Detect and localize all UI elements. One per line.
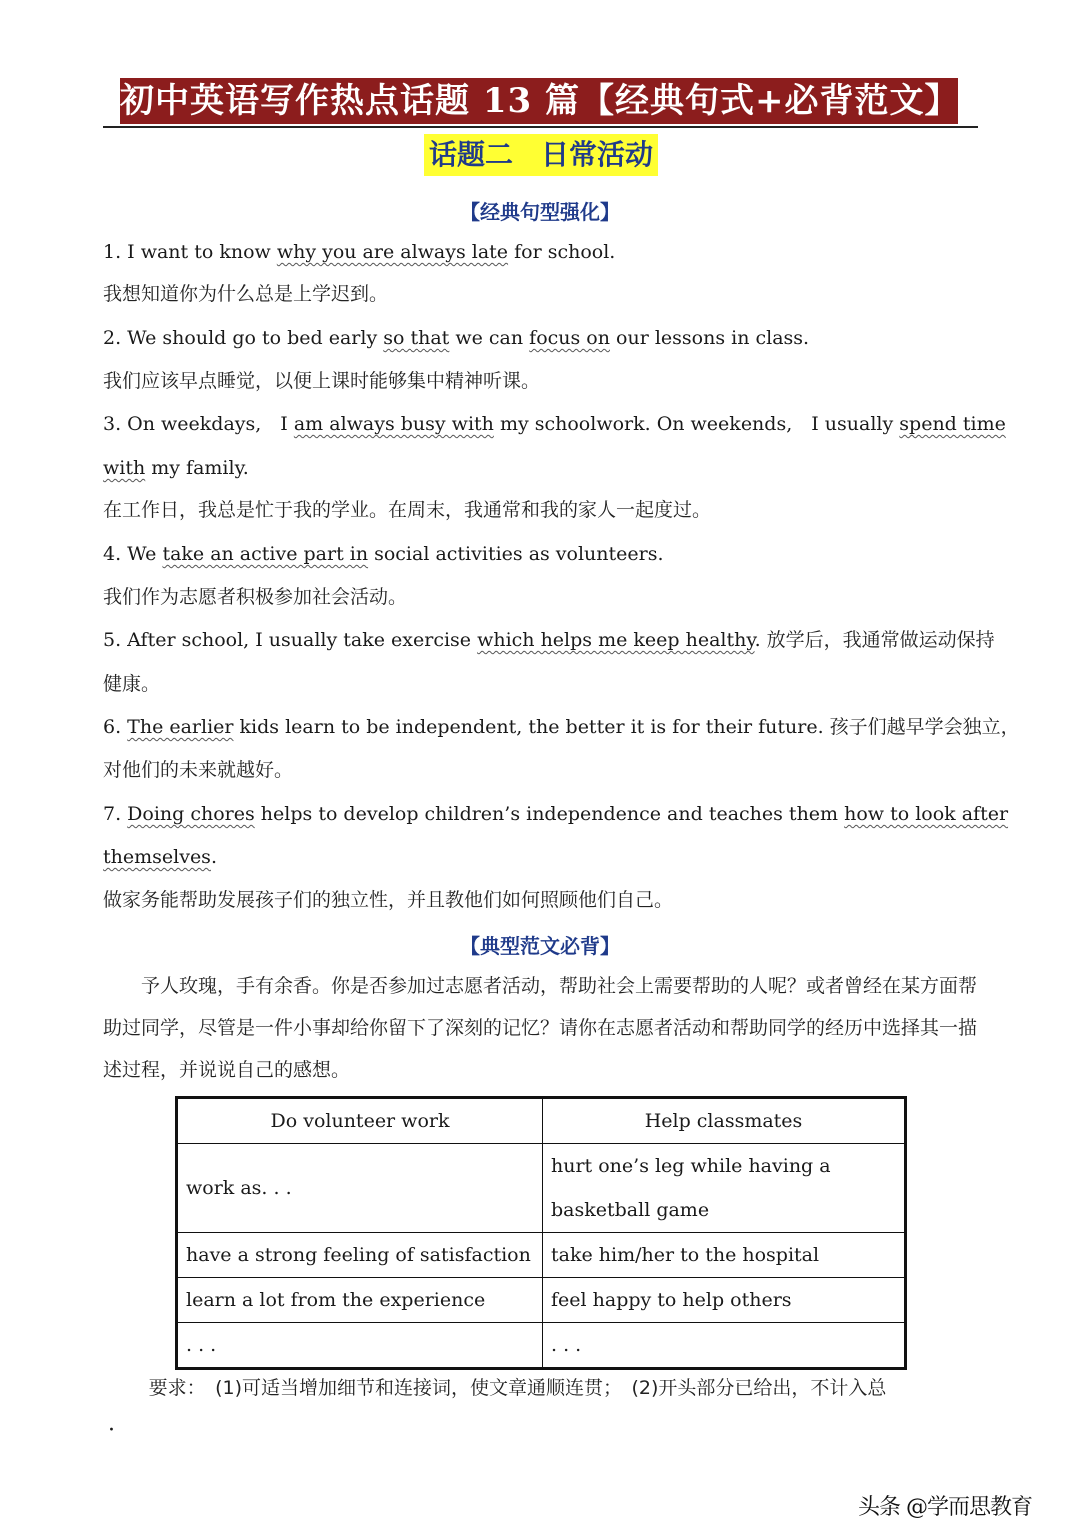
- sentences-heading: 【经典句型强化】: [460, 200, 620, 224]
- topic-highlight: [424, 134, 658, 176]
- table-row: [177, 1233, 906, 1278]
- sentence-2-en: [103, 326, 809, 350]
- title-rule: [103, 126, 978, 128]
- title-banner: [120, 78, 958, 124]
- table-row: [177, 1144, 906, 1233]
- text-segment: my family.: [145, 457, 249, 479]
- topic-title: 话题二 日常活动: [428, 138, 653, 171]
- table-cell: work as. . .: [177, 1144, 543, 1233]
- bullet-dot: ·: [108, 1418, 115, 1443]
- sentence-3-en-line1: [103, 412, 1006, 436]
- text-segment: .: [210, 846, 217, 868]
- sentence-3-cn: 在工作日，我总是忙于我的学业。在周末，我通常和我的家人一起度过。: [103, 499, 712, 521]
- text-segment: we can: [449, 327, 530, 349]
- essay-prompt: 予人玫瑰，手有余香。你是否参加过志愿者活动，帮助社会上需要帮助的人呢？或者曾经在某方面帮助过同学，尽管是一件小事却给你留下了深刻的记忆？请你在志愿者活动和帮助同学的经历中选择其一描述过程，并说说自己的感想。: [103, 975, 978, 1081]
- requirements-text: 要求： (1)可适当增加细节和连接词，使文章通顺连贯； (2)开头部分已给出，不计入总: [148, 1377, 887, 1399]
- key-phrase: why you are always late: [276, 241, 509, 263]
- table-header-cell: Do volunteer work: [177, 1098, 543, 1144]
- text-segment: our lessons in class.: [610, 327, 810, 349]
- text-segment: 6.: [103, 716, 128, 738]
- key-phrase: take an active part in: [162, 543, 369, 565]
- sentence-6-line1: [103, 715, 1020, 739]
- key-phrase: focus on: [529, 327, 610, 349]
- text-segment: 5. After school, I usually take exercise: [103, 629, 478, 651]
- table-cell: learn a lot from the experience: [177, 1278, 543, 1323]
- watermark: 头条 @学而思教育: [858, 1495, 1032, 1520]
- sentence-4-cn: 我们作为志愿者积极参加社会活动。: [103, 586, 408, 608]
- essay-heading: 【典型范文必背】: [460, 934, 620, 958]
- text-segment: social activities as volunteers.: [368, 543, 664, 565]
- text-segment: 7.: [103, 803, 128, 825]
- table-cell: hurt one’s leg while having a basketball game: [543, 1144, 906, 1233]
- sentence-7-en-line2: [103, 845, 217, 869]
- translation-segment: 放学后，我通常做运动保持: [760, 629, 995, 651]
- text-segment: my schoolwork. On weekends, I usually: [493, 413, 900, 435]
- text-segment: kids learn to be independent, the better it is for their future.: [233, 716, 824, 738]
- table-row: [177, 1278, 906, 1323]
- text-segment: 3. On weekdays, I: [103, 413, 294, 435]
- key-phrase: spend time: [899, 413, 1006, 435]
- text-segment: for school.: [508, 241, 616, 263]
- key-phrase: with: [103, 457, 146, 479]
- sentence-2-cn: 我们应该早点睡觉，以便上课时能够集中精神听课。: [103, 370, 541, 392]
- sentence-4-en: [103, 542, 664, 566]
- table-row: [177, 1323, 906, 1369]
- table-cell: . . .: [177, 1323, 543, 1369]
- key-phrase: how to look after: [844, 803, 1009, 825]
- text-segment: 4. We: [103, 543, 163, 565]
- sentence-5-line1: [103, 628, 995, 652]
- text-segment: 1. I want to know: [103, 241, 277, 263]
- table-header-row: [177, 1098, 906, 1144]
- table-cell: have a strong feeling of satisfaction: [177, 1233, 543, 1278]
- translation-segment: 孩子们越早学会独立，: [823, 716, 1020, 738]
- hints-table: [175, 1096, 907, 1370]
- sentence-7-cn: 做家务能帮助发展孩子们的独立性，并且教他们如何照顾他们自己。: [103, 889, 674, 911]
- sentence-1-en: [103, 240, 615, 264]
- table-cell: feel happy to help others: [543, 1278, 906, 1323]
- sentence-6-line2: 对他们的未来就越好。: [103, 759, 294, 781]
- key-phrase: themselves: [103, 846, 211, 868]
- sentence-7-en-line1: [103, 802, 1009, 826]
- key-phrase: Doing chores: [127, 803, 255, 825]
- sentence-1-cn: 我想知道你为什么总是上学迟到。: [103, 283, 389, 305]
- table-cell: . . .: [543, 1323, 906, 1369]
- key-phrase: am always busy with: [293, 413, 494, 435]
- text-segment: helps to develop children’s independence and teaches them: [254, 803, 845, 825]
- text-segment: 2. We should go to bed early: [103, 327, 384, 349]
- table-cell: take him/her to the hospital: [543, 1233, 906, 1278]
- text-segment: .: [754, 629, 761, 651]
- key-phrase: The earlier: [127, 716, 234, 738]
- document-title: 初中英语写作热点话题 13 篇【经典句式+必背范文】: [120, 81, 960, 121]
- sentence-3-en-line2: [103, 456, 249, 480]
- key-phrase: so that: [383, 327, 450, 349]
- key-phrase: which helps me keep healthy: [477, 629, 755, 651]
- table-header-cell: Help classmates: [543, 1098, 906, 1144]
- sentence-5-line2: 健康。: [103, 673, 161, 695]
